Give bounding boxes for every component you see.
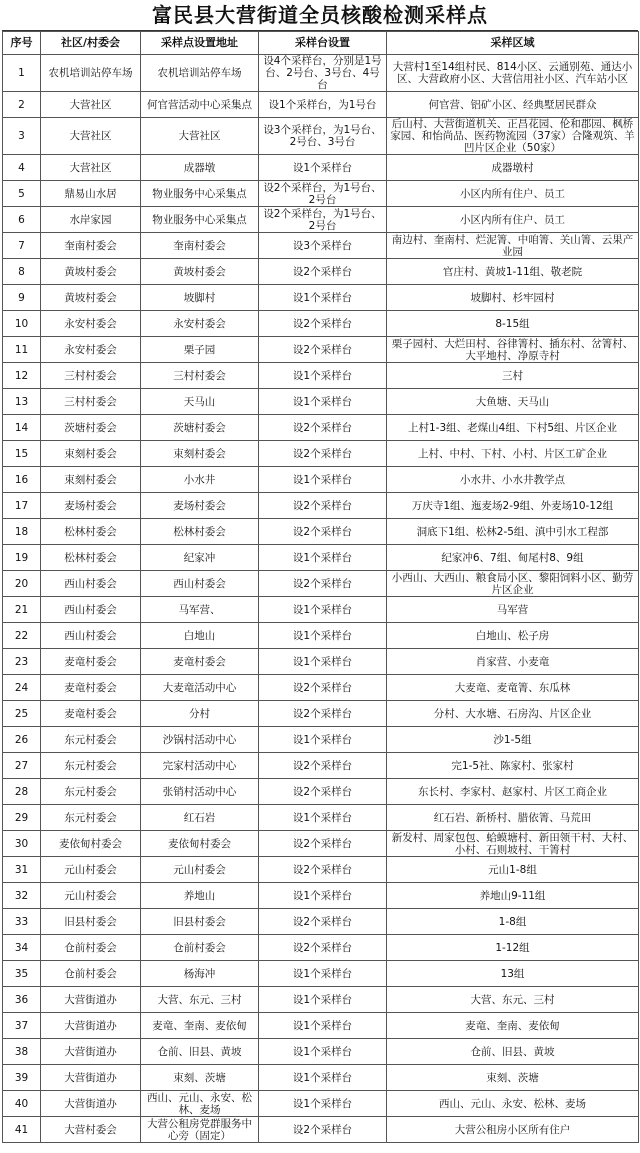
cell-station: 设1个采样台 — [259, 1091, 387, 1117]
cell-community: 东元村委会 — [41, 753, 141, 779]
cell-area: 小西山、大西山、粮食局小区、黎阳饲料小区、勤劳片区企业 — [387, 571, 639, 597]
cell-community: 大营村委会 — [41, 1117, 141, 1143]
cell-station: 设1个采样台 — [259, 805, 387, 831]
cell-community: 松林村委会 — [41, 545, 141, 571]
cell-no: 16 — [3, 467, 41, 493]
cell-site: 分村 — [141, 701, 259, 727]
cell-no: 6 — [3, 207, 41, 233]
cell-station: 设2个采样台，为1号台、2号台 — [259, 181, 387, 207]
cell-station: 设1个采样台 — [259, 623, 387, 649]
cell-area: 分村、大水塘、石房沟、片区企业 — [387, 701, 639, 727]
cell-area: 坡脚村、杉牢园村 — [387, 285, 639, 311]
cell-site: 奎南村委会 — [141, 233, 259, 259]
cell-station: 设2个采样台 — [259, 753, 387, 779]
cell-no: 38 — [3, 1039, 41, 1065]
table-row — [3, 1065, 639, 1091]
cell-station: 设2个采样台 — [259, 493, 387, 519]
cell-station: 设2个采样台 — [259, 571, 387, 597]
cell-community: 黄坡村委会 — [41, 259, 141, 285]
cell-no: 25 — [3, 701, 41, 727]
cell-station: 设2个采样台 — [259, 1117, 387, 1143]
cell-no: 14 — [3, 415, 41, 441]
cell-community: 元山村委会 — [41, 883, 141, 909]
cell-site: 农机培训站停车场 — [141, 55, 259, 92]
cell-no: 10 — [3, 311, 41, 337]
cell-no: 13 — [3, 389, 41, 415]
table-row — [3, 285, 639, 311]
cell-community: 仓前村委会 — [41, 961, 141, 987]
cell-station: 设2个采样台 — [259, 415, 387, 441]
cell-community: 永安村委会 — [41, 337, 141, 363]
cell-community: 大营街道办 — [41, 1065, 141, 1091]
cell-no: 1 — [3, 55, 41, 92]
cell-area: 完1-5社、陈家村、张家村 — [387, 753, 639, 779]
table-row — [3, 753, 639, 779]
cell-station: 设2个采样台 — [259, 259, 387, 285]
cell-station: 设4个采样台，分别是1号台、2号台、3号台、4号台 — [259, 55, 387, 92]
cell-area: 万庆寺1组、迤麦场2-9组、外麦场10-12组 — [387, 493, 639, 519]
cell-site: 大营公租房党群服务中心旁（固定） — [141, 1117, 259, 1143]
cell-area: 大鱼塘、天马山 — [387, 389, 639, 415]
cell-community: 农机培训站停车场 — [41, 55, 141, 92]
cell-no: 34 — [3, 935, 41, 961]
header-community: 社区/村委会 — [41, 32, 141, 55]
cell-community: 松林村委会 — [41, 519, 141, 545]
cell-no: 3 — [3, 118, 41, 155]
cell-no: 8 — [3, 259, 41, 285]
cell-site: 小水井 — [141, 467, 259, 493]
table-row — [3, 389, 639, 415]
cell-no: 12 — [3, 363, 41, 389]
cell-site: 黄坡村委会 — [141, 259, 259, 285]
table-row — [3, 1117, 639, 1143]
cell-no: 28 — [3, 779, 41, 805]
table-row — [3, 363, 639, 389]
cell-community: 黄坡村委会 — [41, 285, 141, 311]
cell-no: 33 — [3, 909, 41, 935]
cell-no: 19 — [3, 545, 41, 571]
cell-no: 31 — [3, 857, 41, 883]
cell-community: 麦竜村委会 — [41, 675, 141, 701]
cell-site: 天马山 — [141, 389, 259, 415]
cell-site: 西山、元山、永安、松林、麦场 — [141, 1091, 259, 1117]
cell-community: 大营街道办 — [41, 987, 141, 1013]
cell-station: 设2个采样台 — [259, 779, 387, 805]
table-row — [3, 1091, 639, 1117]
cell-site: 完家村活动中心 — [141, 753, 259, 779]
cell-station: 设2个采样台 — [259, 935, 387, 961]
cell-station: 设2个采样台，为1号台、2号台 — [259, 207, 387, 233]
cell-area: 何官营、铝矿小区、经典墅居民群众 — [387, 92, 639, 118]
cell-community: 大营社区 — [41, 155, 141, 181]
cell-area: 养地山9-11组 — [387, 883, 639, 909]
table-row — [3, 597, 639, 623]
cell-station: 设2个采样台 — [259, 519, 387, 545]
cell-station: 设1个采样台 — [259, 987, 387, 1013]
cell-site: 束刻村委会 — [141, 441, 259, 467]
cell-no: 41 — [3, 1117, 41, 1143]
cell-station: 设2个采样台 — [259, 831, 387, 857]
table-row — [3, 987, 639, 1013]
table-row — [3, 831, 639, 857]
cell-station: 设1个采样台 — [259, 155, 387, 181]
cell-no: 4 — [3, 155, 41, 181]
cell-area: 大营、东元、三村 — [387, 987, 639, 1013]
cell-site: 物业服务中心采集点 — [141, 181, 259, 207]
cell-community: 大营街道办 — [41, 1013, 141, 1039]
cell-area: 8-15组 — [387, 311, 639, 337]
cell-no: 18 — [3, 519, 41, 545]
cell-site: 马军营、 — [141, 597, 259, 623]
cell-no: 11 — [3, 337, 41, 363]
cell-station: 设1个采样台 — [259, 597, 387, 623]
cell-station: 设1个采样台 — [259, 467, 387, 493]
cell-community: 麦竜村委会 — [41, 649, 141, 675]
table-row — [3, 259, 639, 285]
cell-area: 新发村、周家包包、蛤蟆塘村、新田领干村、大村、小村、石则坡村、干箐村 — [387, 831, 639, 857]
table-row — [3, 571, 639, 597]
cell-no: 40 — [3, 1091, 41, 1117]
table-row — [3, 207, 639, 233]
cell-area: 小水井、小水井教学点 — [387, 467, 639, 493]
sampling-points-table — [2, 31, 639, 1143]
header-area: 采样区域 — [387, 32, 639, 55]
table-row — [3, 55, 639, 92]
cell-site: 何官营活动中心采集点 — [141, 92, 259, 118]
document-title: 富民县大营街道全员核酸检测采样点 — [2, 0, 638, 31]
cell-community: 奎南村委会 — [41, 233, 141, 259]
cell-area: 洞底下1组、松林2-5组、滇中引水工程部 — [387, 519, 639, 545]
cell-no: 32 — [3, 883, 41, 909]
cell-community: 东元村委会 — [41, 727, 141, 753]
cell-station: 设2个采样台 — [259, 337, 387, 363]
table-row — [3, 467, 639, 493]
cell-community: 大营街道办 — [41, 1039, 141, 1065]
cell-area: 马军营 — [387, 597, 639, 623]
cell-community: 东元村委会 — [41, 805, 141, 831]
cell-site: 旧县村委会 — [141, 909, 259, 935]
cell-community: 西山村委会 — [41, 571, 141, 597]
cell-site: 杨海冲 — [141, 961, 259, 987]
cell-area: 1-12组 — [387, 935, 639, 961]
cell-area: 1-8组 — [387, 909, 639, 935]
cell-area: 南边村、奎南村、烂泥箐、中咱箐、关山箐、云果产业园 — [387, 233, 639, 259]
cell-community: 束刻村委会 — [41, 441, 141, 467]
cell-site: 沙锅村活动中心 — [141, 727, 259, 753]
cell-no: 15 — [3, 441, 41, 467]
cell-no: 22 — [3, 623, 41, 649]
cell-community: 旧县村委会 — [41, 909, 141, 935]
cell-community: 茨塘村委会 — [41, 415, 141, 441]
cell-site: 松林村委会 — [141, 519, 259, 545]
cell-station: 设1个采样台 — [259, 1065, 387, 1091]
cell-site: 麦依甸村委会 — [141, 831, 259, 857]
cell-area: 东长村、李家村、赵家村、片区工商企业 — [387, 779, 639, 805]
cell-community: 束刻村委会 — [41, 467, 141, 493]
cell-no: 21 — [3, 597, 41, 623]
cell-site: 养地山 — [141, 883, 259, 909]
cell-area: 仓前、旧县、黄坡 — [387, 1039, 639, 1065]
cell-area: 大营公租房小区所有住户 — [387, 1117, 639, 1143]
cell-site: 麦场村委会 — [141, 493, 259, 519]
cell-area: 三村 — [387, 363, 639, 389]
table-row — [3, 155, 639, 181]
cell-area: 后山村、大营街道机关、正昌花园、伦和郡园、枫桥家园、和怡尚品、医药物流园（37家）合隆观筑、羊凹片区企业（50家） — [387, 118, 639, 155]
cell-station: 设1个采样台 — [259, 285, 387, 311]
cell-no: 24 — [3, 675, 41, 701]
cell-site: 茨塘村委会 — [141, 415, 259, 441]
table-row — [3, 92, 639, 118]
cell-site: 坡脚村 — [141, 285, 259, 311]
cell-site: 纪家冲 — [141, 545, 259, 571]
cell-area: 束刻、茨塘 — [387, 1065, 639, 1091]
cell-station: 设1个采样台，为1号台 — [259, 92, 387, 118]
cell-site: 白地山 — [141, 623, 259, 649]
cell-site: 麦竜、奎南、麦依甸 — [141, 1013, 259, 1039]
table-row — [3, 857, 639, 883]
cell-area: 沙1-5组 — [387, 727, 639, 753]
cell-community: 西山村委会 — [41, 623, 141, 649]
cell-area: 肖家营、小麦竜 — [387, 649, 639, 675]
table-row — [3, 623, 639, 649]
cell-community: 大营社区 — [41, 92, 141, 118]
cell-station: 设1个采样台 — [259, 649, 387, 675]
cell-site: 元山村委会 — [141, 857, 259, 883]
cell-community: 西山村委会 — [41, 597, 141, 623]
table-row — [3, 441, 639, 467]
table-row — [3, 649, 639, 675]
table-row — [3, 675, 639, 701]
table-row — [3, 311, 639, 337]
cell-community: 麦场村委会 — [41, 493, 141, 519]
table-header-row — [3, 32, 639, 55]
table-row — [3, 415, 639, 441]
table-row — [3, 961, 639, 987]
table-row — [3, 1013, 639, 1039]
cell-no: 35 — [3, 961, 41, 987]
header-station: 采样台设置 — [259, 32, 387, 55]
cell-station: 设2个采样台 — [259, 311, 387, 337]
cell-site: 仓前村委会 — [141, 935, 259, 961]
cell-station: 设1个采样台 — [259, 1013, 387, 1039]
table-row — [3, 545, 639, 571]
cell-area: 小区内所有住户、员工 — [387, 207, 639, 233]
cell-station: 设3个采样台，为1号台、2号台、3号台 — [259, 118, 387, 155]
cell-site: 束刻、茨塘 — [141, 1065, 259, 1091]
cell-site: 大营社区 — [141, 118, 259, 155]
cell-area: 大麦竜、麦竜箐、东瓜林 — [387, 675, 639, 701]
cell-no: 27 — [3, 753, 41, 779]
cell-station: 设3个采样台 — [259, 233, 387, 259]
cell-site: 麦竜村委会 — [141, 649, 259, 675]
cell-community: 三村村委会 — [41, 363, 141, 389]
cell-no: 9 — [3, 285, 41, 311]
cell-area: 元山1-8组 — [387, 857, 639, 883]
table-row — [3, 493, 639, 519]
cell-area: 栗子园村、大烂田村、谷律箐村、插东村、岔箐村、大平地村、净原寺村 — [387, 337, 639, 363]
table-row — [3, 779, 639, 805]
cell-area: 成器墩村 — [387, 155, 639, 181]
cell-community: 麦依甸村委会 — [41, 831, 141, 857]
cell-site: 永安村委会 — [141, 311, 259, 337]
table-row — [3, 519, 639, 545]
cell-community: 大营街道办 — [41, 1091, 141, 1117]
cell-area: 上村、中村、下村、小村、片区工矿企业 — [387, 441, 639, 467]
cell-station: 设1个采样台 — [259, 883, 387, 909]
table-body — [3, 55, 639, 1143]
table-row — [3, 701, 639, 727]
cell-area: 13组 — [387, 961, 639, 987]
cell-community: 三村村委会 — [41, 389, 141, 415]
cell-no: 26 — [3, 727, 41, 753]
cell-site: 大营、东元、三村 — [141, 987, 259, 1013]
cell-station: 设2个采样台 — [259, 857, 387, 883]
cell-site: 张销村活动中心 — [141, 779, 259, 805]
cell-no: 37 — [3, 1013, 41, 1039]
cell-area: 白地山、松子房 — [387, 623, 639, 649]
cell-community: 永安村委会 — [41, 311, 141, 337]
cell-area: 小区内所有住户、员工 — [387, 181, 639, 207]
cell-no: 30 — [3, 831, 41, 857]
cell-station: 设1个采样台 — [259, 1039, 387, 1065]
cell-station: 设2个采样台 — [259, 909, 387, 935]
cell-site: 栗子园 — [141, 337, 259, 363]
cell-community: 东元村委会 — [41, 779, 141, 805]
cell-area: 大营村1至14组村民、814小区、云通别苑、通达小区、大营政府小区、大营信用社小区、汽车站小区 — [387, 55, 639, 92]
cell-community: 仓前村委会 — [41, 935, 141, 961]
cell-station: 设2个采样台 — [259, 701, 387, 727]
table-row — [3, 883, 639, 909]
cell-site: 物业服务中心采集点 — [141, 207, 259, 233]
cell-site: 红石岩 — [141, 805, 259, 831]
cell-no: 39 — [3, 1065, 41, 1091]
table-row — [3, 909, 639, 935]
table-row — [3, 337, 639, 363]
table-row — [3, 233, 639, 259]
table-row — [3, 118, 639, 155]
cell-station: 设1个采样台 — [259, 363, 387, 389]
table-row — [3, 1039, 639, 1065]
cell-area: 红石岩、新桥村、腊依箐、马荒田 — [387, 805, 639, 831]
cell-community: 元山村委会 — [41, 857, 141, 883]
table-row — [3, 727, 639, 753]
cell-site: 成器墩 — [141, 155, 259, 181]
table-row — [3, 935, 639, 961]
cell-community: 水岸家园 — [41, 207, 141, 233]
cell-station: 设1个采样台 — [259, 961, 387, 987]
cell-community: 鼎易山水居 — [41, 181, 141, 207]
table-row — [3, 181, 639, 207]
cell-no: 17 — [3, 493, 41, 519]
header-site: 采样点设置地址 — [141, 32, 259, 55]
cell-no: 36 — [3, 987, 41, 1013]
cell-site: 西山村委会 — [141, 571, 259, 597]
cell-site: 仓前、旧县、黄坡 — [141, 1039, 259, 1065]
cell-no: 23 — [3, 649, 41, 675]
table-row — [3, 805, 639, 831]
cell-site: 三村村委会 — [141, 363, 259, 389]
cell-area: 上村1-3组、老煤山4组、下村5组、片区企业 — [387, 415, 639, 441]
cell-area: 官庄村、黄坡1-11组、敬老院 — [387, 259, 639, 285]
cell-station: 设1个采样台 — [259, 727, 387, 753]
cell-site: 大麦竜活动中心 — [141, 675, 259, 701]
cell-area: 西山、元山、永安、松林、麦场 — [387, 1091, 639, 1117]
cell-area: 纪家冲6、7组、甸尾村8、9组 — [387, 545, 639, 571]
cell-station: 设2个采样台 — [259, 441, 387, 467]
cell-no: 2 — [3, 92, 41, 118]
header-no: 序号 — [3, 32, 41, 55]
cell-no: 20 — [3, 571, 41, 597]
cell-station: 设1个采样台 — [259, 545, 387, 571]
cell-no: 29 — [3, 805, 41, 831]
cell-no: 5 — [3, 181, 41, 207]
cell-station: 设1个采样台 — [259, 389, 387, 415]
cell-no: 7 — [3, 233, 41, 259]
cell-community: 大营社区 — [41, 118, 141, 155]
cell-station: 设2个采样台 — [259, 675, 387, 701]
cell-area: 麦竜、奎南、麦依甸 — [387, 1013, 639, 1039]
cell-community: 麦竜村委会 — [41, 701, 141, 727]
